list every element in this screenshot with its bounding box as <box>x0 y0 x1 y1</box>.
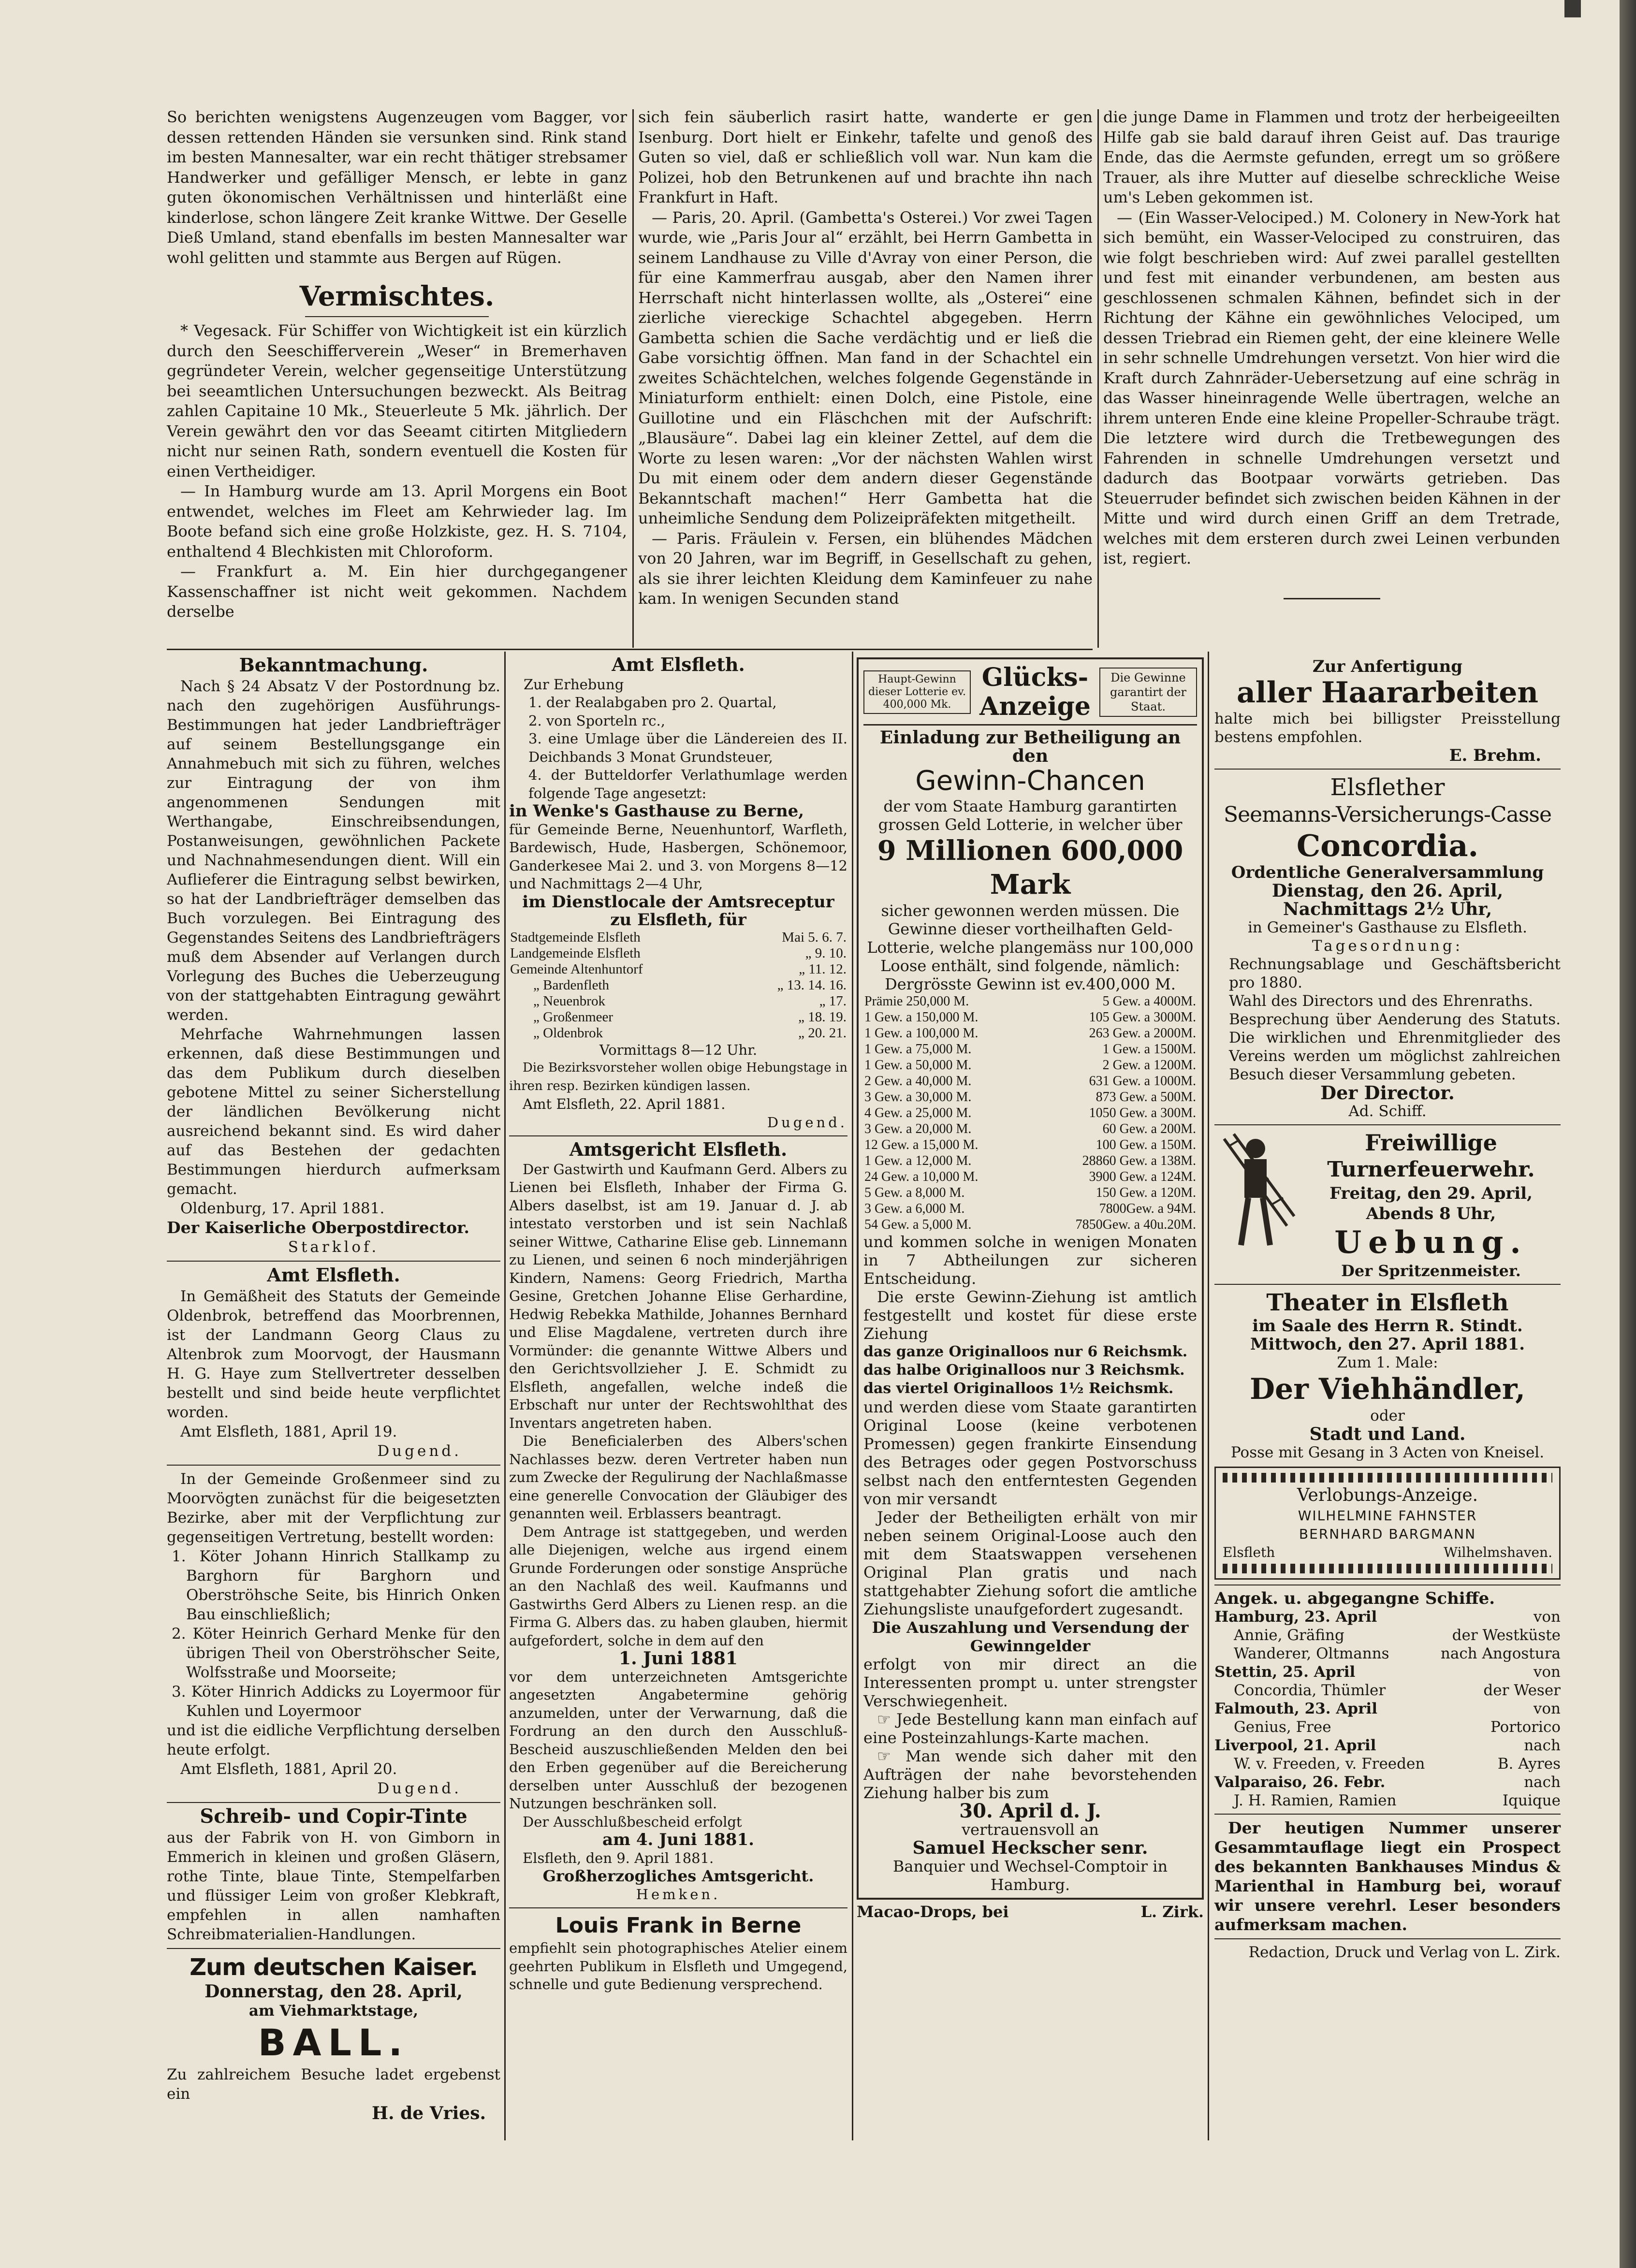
heading-amt-elsfleth-2: Amt Elsfleth. <box>612 654 745 675</box>
article-text: die junge Dame in Flammen und trotz der herbeigeeilten Hilfe gab sie bald darauf ihren Geist auf. Das traurige Ende, das die Aermste gefunden, erregt um so größere Trauer, als ihre Mutter auf dieselbe schreckliche Weise um's Leben gekommen ist. <box>1103 108 1560 206</box>
pointing-hand-icon: ☞ <box>877 1710 897 1729</box>
notice-list-item: 4. der Butteldorfer Verlathumlage werden folgende Tage angesetzt: <box>528 767 847 801</box>
notice-text: vor dem unterzeichneten Amtsgerichte angesetzten Angabetermine gehörig anzumelden, unter der Verwarnung, daß die Fordrung an den durch den Ausschluß-Bescheid auszuschließenden Melden den bei den Erben gegenüber auf die Bereicherung derselben unter Ausschluß der bezogenen Nutzungen beschränken soll. <box>509 1668 847 1812</box>
ad-signature: H. de Vries. <box>372 2103 486 2123</box>
article-text: * Vegesack. Für Schiffer von Wichtigkeit ist ein kürzlich durch den Seeschifferverein „Weser“ in Bremerhaven gegründeter Verein, welcher gegenseitige Unterstützung bei seeamtlichen Untersuchungen bezweckt. Als Beitrag zahlen Capitaine 10 Mk., Steuerleute 5 Mk. jährlich. Der Verein gewährt den vor das Seeamt citirten Mitgliedern nicht nur seinen Rath, sondern eventuell die Kosten für einen Vertheidiger. <box>167 321 627 480</box>
schiffe-title: Angek. u. abgegangne Schiffe. <box>1214 1589 1495 1608</box>
lottery-text: Jeder der Betheiligten erhält von mir neben seinem Original-Loose auch den mit dem Staatswappen versehenen Original Plan gratis und nach stattgehabter Ziehung sofort die amtliche Ziehungsliste unaufgefordert zugesandt. <box>863 1508 1197 1618</box>
lottery-ad <box>857 657 1204 1900</box>
table-row: 2 Gew. a 40,000 M. 631 Gew. a 1000M. <box>864 1074 1196 1089</box>
verlobung-place-2: Wilhelmshaven. <box>1444 1544 1552 1560</box>
concordia-name: Ad. Schiff. <box>1348 1103 1427 1120</box>
notice-list-item: 1. Köter Johann Hinrich Stallkamp zu Barghorn für Barghorn und Oberströhsche Seite, bis Hinrich Onken Bau einschließlich; <box>172 1548 500 1623</box>
concordia-title-2: Seemanns-Versicherungs-Casse <box>1224 802 1551 827</box>
top-column-2 <box>638 107 1093 609</box>
notice-date: Amt Elsfleth, 22. April 1881. <box>523 1096 726 1112</box>
heading-amtsgericht: Amtsgericht Elsfleth. <box>569 1138 788 1160</box>
article-text: — Paris, 20. April. (Gambetta's Osterei.) Vor zwei Tagen wurde, wie „Paris Jour al“ erzählt, bei Herrn Gambetta in seinem Landhause zu Ville d'Avray von einer Person, die für eine Kammerfrau ausgab, aber den Namen ihrer Herrschaft nicht hinterlassen wollte, als „Osterei“ eine zierliche viereckige Schachtel abgegeben. Herrn Gambetta schien die Sache verdächtig und er ließ die Gabe vorsichtig öffnen. Man fand in der Schachtel ein zweites Schächtelchen, welches folgende Gegenstände in Miniaturform enthielt: einen Dolch, eine Pistole, eine Guillotine und ein Fläschchen mit der Aufschrift: „Blausäure“. Dabei lag ein kleiner Zettel, auf dem die Worte zu lesen waren: „Vor der nächsten Wahlen wirst Du mit einem oder dem andern dieser Gegenstände Bekanntschaft machen!“ Herr Gambetta hat die unheimliche Sendung dem Polizeipräfekten mitgetheilt. <box>638 208 1093 527</box>
ads-column-2 <box>509 653 847 1994</box>
top-column-1 <box>167 107 627 622</box>
heading-tinte: Schreib- und Copir-Tinte <box>200 1805 467 1828</box>
table-row: „ Oldenbrok „ 20. 21. <box>533 1025 847 1041</box>
concordia-date: Dienstag, den 26. April, Nachmittags 2½ Uhr, <box>1271 881 1504 919</box>
notice-text: Die Bezirksvorsteher wollen obige Hebungstage in ihren resp. Bezirken kündigen lassen. <box>509 1061 847 1093</box>
notice-name: Starklof. <box>288 1238 380 1256</box>
lottery-subheading: Die Auszahlung und Versendung der Gewinngelder <box>872 1618 1189 1655</box>
notice-signature: Dugend. <box>377 1442 462 1460</box>
notice-date: Amt Elsfleth, 1881, April 20. <box>180 1760 397 1778</box>
table-row: 3 Gew. a 6,000 M. 7800Gew. a 94M. <box>864 1201 1196 1216</box>
turner-title-2: Turnerfeuerwehr. <box>1327 1157 1535 1182</box>
ad-text: Zu zahlreichem Besuche ladet ergebenst ein <box>167 2066 500 2103</box>
notice-date: Amt Elsfleth, 1881, April 19. <box>180 1423 397 1440</box>
lottery-text: Banquier und Wechsel-Comptoir in Hamburg. <box>892 1857 1168 1894</box>
macao-ad: Macao-Drops, bei <box>857 1903 1009 1921</box>
lottery-big-title: Gewinn-Chancen <box>915 765 1145 797</box>
notice-name: Hemken. <box>636 1886 721 1903</box>
table-row: „ Bardenfleth „ 13. 14. 16. <box>533 977 847 993</box>
article-text: — In Hamburg wurde am 13. April Morgens ein Boot entwendet, welches im Fleet am Kehrwieder lag. Im Boote befand sich eine große Holzkiste, gez. H. S. 7104, enthaltend 4 Blechkisten mit Chloroform. <box>167 482 627 561</box>
section-divider <box>167 649 1093 650</box>
notice-signature: Dugend. <box>377 1780 462 1797</box>
notice-subheading: in Wenke's Gasthause zu Berne, <box>509 801 804 821</box>
lottery-price-3: das viertel Originalloos 1½ Reichsmk. <box>863 1380 1174 1397</box>
lottery-box-center: Glücks-Anzeige <box>979 663 1091 721</box>
heading-amt-elsfleth: Amt Elsfleth. <box>267 1264 400 1286</box>
table-row: Prämie 250,000 M. 5 Gew. a 4000M. <box>864 994 1196 1009</box>
table-row: 5 Gew. a 8,000 M. 150 Gew. a 120M. <box>864 1185 1196 1200</box>
imprint: Redaction, Druck und Verlag von L. Zirk. <box>1248 1944 1561 1961</box>
table-row: 3 Gew. a 30,000 M. 873 Gew. a 500M. <box>864 1090 1196 1105</box>
theater-place: im Saale des Herrn R. Stindt. <box>1252 1316 1523 1336</box>
pointing-hand-icon: ☞ <box>877 1747 906 1765</box>
lottery-text: und kommen solche in wenigen Monaten in 7 Abtheilungen zur sicheren Entscheidung. <box>863 1233 1197 1288</box>
theater-play: Der Viehhändler, <box>1250 1372 1525 1406</box>
ad-text: empfiehlt sein photographisches Atelier einem geehrten Publikum in Elsfleth und Umgegend, schnelle und gute Bedienung versprechend. <box>509 1940 847 1992</box>
notice-text: In der Gemeinde Großenmeer sind zu Moorvögten zunächst für die beigesetzten Bezirke, aber mit der Verpflichtung zur gegenseitigen Vertretung, bestellt worden: <box>167 1470 500 1546</box>
concordia-agenda-item: Rechnungsablage und Geschäftsbericht pro 1880. <box>1229 956 1561 991</box>
theater-date: Mittwoch, den 27. April 1881. <box>1250 1335 1525 1354</box>
notice-date-big: 1. Juni 1881 <box>619 1648 738 1669</box>
notice-text: Nach § 24 Absatz V der Postordnung bz. nach den zugehörigen Ausführungs-Bestimmungen hat jeder Landbriefträger auf seinem Bestellungsgange ein Annahmebuch mit sich zu führen, welches zur Eintragung der von ihm angenommenen Sendungen mit Werthangabe, Einschreibsendungen, Postanweisungen, gewöhnlichen Packete und Nachnahmesendungen dient. Will ein Auflieferer die Eintragung selbst bewirken, so hat der Landbriefträger demselben das Buch vorzulegen. Bei Eintragung des Gegenstandes Seitens des Landbriefträgers muß dem Absender auf Verlangen durch Vorlegung des Buches die Ueberzeugung von der stattgehabten Eintragung gewährt werden. <box>167 678 500 1024</box>
book-edge <box>1620 0 1636 2268</box>
notice-list-item: 1. der Realabgaben pro 2. Quartal, <box>528 694 777 711</box>
notice-text: Der Ausschlußbescheid erfolgt <box>523 1813 742 1830</box>
lottery-box-left: Haupt-Gewinn dieser Lotterie ev. 400,000 Mk. <box>863 670 971 714</box>
ad-date: Donnerstag, den 28. April, <box>204 1981 463 2002</box>
ads-column-4 <box>1214 657 1561 1962</box>
concordia-agenda-item: Wahl des Directors und des Ehrenraths. <box>1229 992 1534 1010</box>
notice-list-item: 3. Köter Hinrich Addicks zu Loyermoor für Kuhlen und Loyermoor <box>172 1683 500 1720</box>
ad-signature: E. Brehm. <box>1449 746 1541 765</box>
concordia-place: in Gemeiner's Gasthause zu Elsfleth. <box>1248 919 1527 936</box>
table-row: 1 Gew. a 100,000 M. 263 Gew. a 2000M. <box>864 1026 1196 1041</box>
verlobung-box <box>1214 1467 1561 1580</box>
article-text: — Paris. Fräulein v. Fersen, ein blühendes Mädchen von 20 Jahren, war im Begriff, in Gesellschaft zu gehen, als sie ihrer leichten Kleidung dem Kaminfeuer zu nahe kam. In wenigen Secunden stand <box>638 529 1093 608</box>
notice-text: Vormittags 8—12 Uhr. <box>599 1041 758 1058</box>
lottery-text: ☞ Man wende sich daher mit den Aufträgen der nahe bevorstehenden Ziehung halber bis zum <box>863 1747 1198 1802</box>
concordia-title-1: Elsflether <box>1330 774 1445 801</box>
ads-column-1 <box>167 653 500 2123</box>
turner-date: Freitag, den 29. April, Abends 8 Uhr, <box>1329 1184 1533 1223</box>
lottery-price-1: das ganze Originalloos nur 6 Reichsmk. <box>863 1343 1188 1360</box>
concordia-title-3: Concordia. <box>1296 828 1479 863</box>
theater-oder: oder <box>1370 1407 1405 1425</box>
lottery-text: ☞ Jede Bestellung kann man einfach auf eine Posteinzahlungs-Karte machen. <box>863 1710 1198 1747</box>
theater-title: Theater in Elsfleth <box>1266 1289 1509 1316</box>
notice-text: Dem Antrage ist stattgegeben, und werden alle Diejenigen, welche aus irgend einem Grunde Forderungen oder sonstige Ansprüche an den Nachlaß des weil. Kaufmanns und Gastwirths Gerd Albers zu Lienen resp. an die Firma G. Albers das. zu haben glauben, hiermit aufgefordert, solche in dem auf den <box>509 1523 847 1649</box>
lottery-text: Dergrösste Gewinn ist ev.400,000 M. <box>885 975 1176 993</box>
notice-signature: Großherzogliches Amtsgericht. <box>542 1867 814 1885</box>
lottery-millions: 9 Millionen 600,000 Mark <box>877 835 1183 901</box>
theater-first: Zum 1. Male: <box>1337 1354 1438 1371</box>
lottery-prize-table <box>863 993 1197 1233</box>
table-row: 54 Gew. a 5,000 M. 7850Gew. a 40u.20M. <box>864 1217 1196 1232</box>
table-row: 1 Gew. a 12,000 M. 28860 Gew. a 138M. <box>864 1153 1196 1168</box>
concordia-text: Ordentliche Generalversammlung <box>1231 863 1544 882</box>
greek-key-border <box>1223 1564 1552 1573</box>
verlobung-title: Verlobungs-Anzeige. <box>1297 1485 1478 1505</box>
ad-place: am Viehmarktstage, <box>248 2002 419 2020</box>
table-row: Landgemeinde Elsfleth „ 9. 10. <box>510 945 847 961</box>
table-row: „ Neuenbrok „ 17. <box>533 993 847 1009</box>
table-row: 4 Gew. a 25,000 M. 1050 Gew. a 300M. <box>864 1105 1196 1120</box>
heading-deutscher-kaiser: Zum deutschen Kaiser. <box>190 1954 478 1981</box>
lottery-text: erfolgt von mir direct an die Interessenten prompt u. unter strengster Verschwiegenheit. <box>863 1655 1197 1710</box>
verlobung-name-1: WILHELMINE FAHNSTER <box>1298 1508 1477 1524</box>
greek-key-border <box>1223 1473 1552 1483</box>
ad-text: aus der Fabrik von H. von Gimborn in Emmerich in kleinen und großen Gläsern, rothe Tinte, blaue Tinte, Stempelfarben und flüssiger Leim von großer Klebkraft, empfehlen in allen namhaften Schreibmaterialien-Handlungen. <box>167 1829 500 1943</box>
concordia-agenda-item: Besprechung über Aenderung des Statuts. Die wirklichen und Ehrenmitglieder des Vereins werden um möglichst zahlreichen Besuch dieser Versammlung gebeten. <box>1229 1011 1561 1083</box>
notice-subheading: im Dienstlocale der Amtsreceptur zu Elsfleth, für <box>522 892 834 930</box>
table-row: 24 Gew. a 10,000 M. 3900 Gew. a 124M. <box>864 1169 1196 1184</box>
notice-date-big: am 4. Juni 1881. <box>602 1830 754 1849</box>
article-text: So berichten wenigstens Augenzeugen vom Bagger, vor dessen rettenden Händen sie versunken sind. Rink stand im besten Mannesalter, war ein recht thätiger strebsamer Handwerker und gefälliger Mensch, er lebte in ganz guten ökonomischen Verhältnissen und hinterläßt eine kinderlose, schon längere Zeit kranke Wittwe. Der Geselle Dieß Umland, stand ebenfalls im besten Mannesalter war wohl gelitten und stammte aus Bergen auf Rügen. <box>167 108 627 267</box>
haar-intro: Zur Anfertigung <box>1312 657 1463 676</box>
notice-date: Elsfleth, den 9. April 1881. <box>523 1849 714 1866</box>
ad-ball: BALL. <box>258 2021 409 2064</box>
notice-text: für Gemeinde Berne, Neuenhuntorf, Warfleth, Bardewisch, Hude, Hasbergen, Schönemoor, Ganderkesee Mai 2. und 3. von Morgens 8—12 und Nachmittags 2—4 Uhr, <box>509 821 847 892</box>
concordia-signature: Der Director. <box>1320 1082 1455 1104</box>
notice-list-item: 3. eine Umlage über die Ländereien des II. Deichbands 3 Monat Grundsteuer, <box>528 730 847 765</box>
lottery-text: der vom Staate Hamburg garantirten grossen Geld Lotterie, in welcher über <box>878 797 1183 834</box>
haar-title: aller Haararbeiten <box>1236 676 1539 710</box>
table-row: Stadtgemeinde Elsfleth Mai 5. 6. 7. <box>510 929 847 945</box>
notice-text: In Gemäßheit des Statuts der Gemeinde Oldenbrok, betreffend das Moorbrennen, ist der Landmann Georg Claus zu Altenbrok zum Moorvogt, der Hausmann H. G. Haye zum Stellvertreter desselben bestellt und sind beide heute verpflichtet worden. <box>167 1288 500 1421</box>
turner-title-1: Freiwillige <box>1365 1130 1497 1156</box>
table-row: 1 Gew. a 50,000 M. 2 Gew. a 1200M. <box>864 1058 1196 1073</box>
notice-text: Zur Erhebung <box>524 676 624 693</box>
hebung-table <box>509 930 847 1041</box>
macao-signature: L. Zirk. <box>1140 1903 1204 1921</box>
article-text: — Frankfurt a. M. Ein hier durchgegangener Kassenschaffner ist nicht weit gekommen. Nachdem derselbe <box>167 562 627 621</box>
notice-signature: Dugend. <box>767 1114 847 1131</box>
beilage-notice: Der heutigen Nummer unserer Gesammtauflage liegt ein Prospect des bekannten Bankhauses Mindus & Marienthal in Hamburg bei, worauf wir unsere verehrl. Leser besonders aufmerksam machen. <box>1214 1818 1561 1934</box>
lottery-text: sicher gewonnen werden müssen. Die Gewinne dieser vortheilhaften Geld-Lotterie, welche plangemäss nur 100,000 Loose enthält, sind folgende, nämlich: <box>867 901 1194 975</box>
page-tab <box>1564 0 1581 17</box>
notice-list-item: 2. Köter Heinrich Gerhard Menke für den übrigen Theil von Oberströhscher Seite, Wolfsstraße und Moorseite; <box>172 1625 500 1681</box>
concordia-agenda-title: Tagesordnung: <box>1312 937 1463 955</box>
table-row: 1 Gew. a 150,000 M. 105 Gew. a 3000M. <box>864 1010 1196 1025</box>
table-row: 12 Gew. a 15,000 M. 100 Gew. a 150M. <box>864 1137 1196 1152</box>
notice-text: Mehrfache Wahrnehmungen lassen erkennen, daß diese Bestimmungen und das dem Publikum durch dieselben gebotene Mittel zu seiner Sicherstellung der ländlichen Bevölkerung nicht ausreichend bekannt sind. Es wird daher auf das Bestehen der gedachten Bestimmungen hierdurch aufmerksam gemacht. <box>167 1026 500 1198</box>
lottery-text: vertrauensvoll an <box>962 1820 1099 1839</box>
notice-text: Der Gastwirth und Kaufmann Gerd. Albers zu Lienen bei Elsfleth, Inhaber der Firma G. Albers daselbst, ist am 19. Januar d. J. ab intestato verstorben und ist sein Nachlaß seiner Wittwe, Catharine Elise geb. Linnemann zu Lienen, und seinen 6 noch minderjährigen Kindern, Namens: Georg Friedrich, Martha Gesine, Gretchen Johanne Elise Gerhardine, Hedwig Rebekka Mathilde, Johannes Bernhard und Elise Magdalene, vertreten durch ihre Vormünder: die genannte Wittwe Albers und den Gerichtsvollzieher J. E. Schmidt zu Elsfleth, angefallen, welche indeß die Erbschaft nur unter der Rechtswohlthat des Inventars angetreten haben. <box>509 1161 847 1431</box>
heading-bekanntmachung: Bekanntmachung. <box>239 654 428 676</box>
firefighter-ladder-illustration <box>1214 1129 1297 1255</box>
table-row: 3 Gew. a 20,000 M. 60 Gew. a 200M. <box>864 1121 1196 1136</box>
notice-text: Die Beneficialerben des Albers'schen Nachlasses bezw. deren Vertreter haben nun zum Zwecke der Regulirung der Nachlaßmasse eine generelle Convocation der Gläubiger des genannten weil. Erblassers beantragt. <box>509 1433 847 1522</box>
table-row: Gemeinde Altenhuntorf „ 11. 12. <box>510 961 847 977</box>
article-text: sich fein säuberlich rasirt hatte, wanderte er gen Isenburg. Dort hielt er Einkehr, tafelte und genoß des Guten so viel, daß er schließlich voll war. Nun kam die Polizei, hob den Betrunkenen auf und brachte ihn nach Frankfurt in Haft. <box>638 108 1093 206</box>
heading-louis-frank: Louis Frank in Berne <box>555 1913 802 1938</box>
lottery-signature: Samuel Heckscher senr. <box>912 1838 1148 1858</box>
turner-signature: Der Spritzenmeister. <box>1341 1262 1521 1280</box>
lottery-price-2: das halbe Originalloos nur 3 Reichsmk. <box>863 1362 1185 1379</box>
turner-uebung: Uebung. <box>1334 1224 1528 1261</box>
lottery-invitation-title: Einladung zur Betheiligung an den <box>879 727 1181 766</box>
table-row: 1 Gew. a 75,000 M. 1 Gew. a 1500M. <box>864 1042 1196 1057</box>
notice-signature: Der Kaiserliche Oberpostdirector. <box>167 1218 469 1237</box>
verlobung-place-1: Elsfleth <box>1223 1544 1275 1560</box>
table-row: „ Großenmeer „ 18. 19. <box>533 1009 847 1025</box>
lottery-deadline: 30. April d. J. <box>959 1800 1101 1822</box>
lottery-text: Die erste Gewinn-Ziehung ist amtlich festgestellt und kostet für diese erste Ziehung <box>863 1288 1197 1343</box>
schiffe-list: Hamburg, 23. April von Annie, Gräfing der Westküste Wanderer, Oltmanns nach Angostura Stettin, 25. April von Concordia, Thümler der Weser Falmouth, 23. April von Genius, Free Portorico Liverpool, 21. April nach W. v. Freeden, v. Freeden B. Ayres Valparaiso, 26. Febr. nach J. H. Ramien, Ramien Iquique <box>1214 1608 1561 1809</box>
ads-column-3 <box>857 657 1204 1921</box>
notice-text: und ist die eidliche Verpflichtung derselben heute erfolgt. <box>167 1722 500 1759</box>
article-text: — (Ein Wasser-Velociped.) M. Colonery in New-York hat sich bemüht, ein Wasser-Velociped zu construiren, das wie folgt beschrieben wird: Auf zwei parallel gestellten und fest mit einander verbundenen, am besten aus geschlossenen schmalen Kähnen, befindet sich in der Richtung der Kähne ein gewöhnliches Velociped, um dessen Triebrad ein Riemen geht, der eine kleinere Welle in sehr schnelle Umdrehungen versetzt. Von hier wird die Kraft durch Zahnräder-Uebersetzung auf eine schräg in das Wasser hineinragende Welle übertragen, welche an ihrem unteren Ende eine kleine Propeller-Schraube trägt. Die letztere wird durch die Tretbewegungen des Fahrenden in schnelle Umdrehungen versetzt und dadurch das Bootpaar vorwärts getrieben. Das Steuerruder befindet sich zwischen beiden Kähnen in der Mitte und wird durch einen Griff an dem Tretrade, welches mit dem ersteren durch zwei Leinen verbunden ist, regiert. <box>1103 208 1560 567</box>
notice-list-item: 2. von Sporteln rc., <box>528 712 665 729</box>
verlobung-name-2: BERNHARD BARGMANN <box>1299 1526 1476 1542</box>
lottery-box-right: Die Gewinne garantirt der Staat. <box>1099 668 1197 717</box>
ad-text: halte mich bei billigster Preisstellung bestens empfohlen. <box>1214 710 1561 746</box>
lottery-text: und werden diese vom Staate garantirten Original Loose (keine verbotenen Promessen) gegen frankirte Einsendung des Betrages oder gegen Postvorschuss selbst nach den entferntesten Gegenden von mir versandt <box>863 1398 1197 1508</box>
theater-subtitle: Stadt und Land. <box>1309 1424 1466 1444</box>
theater-desc: Posse mit Gesang in 3 Acten von Kneisel. <box>1230 1444 1545 1461</box>
section-heading-vermischtes: Vermischtes. <box>299 280 495 312</box>
top-column-3 <box>1103 107 1560 599</box>
notice-date: Oldenburg, 17. April 1881. <box>180 1200 385 1217</box>
